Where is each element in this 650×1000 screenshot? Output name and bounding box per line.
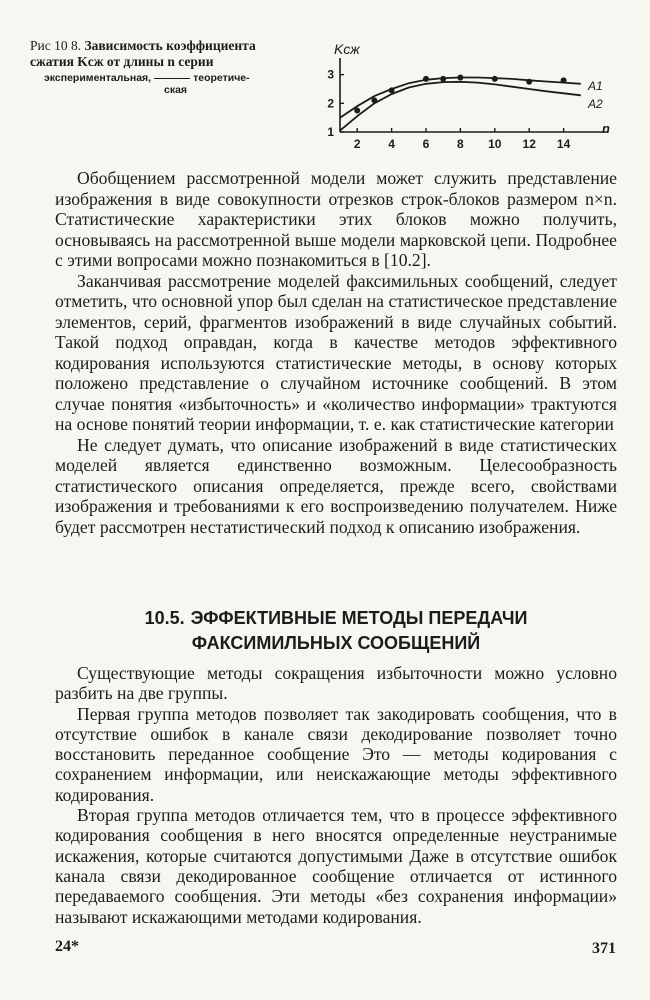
- paragraph: Не следует думать, что описание изображений в виде статистических моделей является единственно возможным. Целесообразность статистического описания определяется, прежде всего, свойствами изображения и требованиями к его воспроизведению получателем. Ниже будет рассмотрен нестатистический подход к описанию изображения.: [55, 434, 617, 537]
- x-axis-label: n: [602, 121, 610, 136]
- chart: [318, 36, 618, 164]
- curve-label-a1: A1: [588, 79, 603, 93]
- section-heading: [55, 606, 617, 656]
- data-point: [457, 74, 463, 80]
- data-point: [440, 76, 446, 82]
- section-title-line1: ЭФФЕКТИВНЫЕ МЕТОДЫ ПЕРЕДАЧИ: [190, 608, 528, 628]
- data-point: [423, 76, 429, 82]
- data-point: [389, 87, 395, 93]
- series-line-1: [340, 78, 581, 118]
- caption-prefix: Рис 10 8.: [30, 38, 82, 53]
- body-text-upper: [55, 168, 617, 537]
- curve-label-a2: A2: [588, 97, 603, 111]
- signature-mark: 24*: [55, 938, 79, 955]
- x-tick-label: 8: [457, 137, 464, 151]
- data-point: [492, 76, 498, 82]
- section-number: 10.5.: [144, 608, 185, 628]
- figure-legend: [30, 72, 302, 96]
- data-point: [526, 79, 532, 85]
- x-tick-label: 4: [388, 137, 395, 151]
- y-tick-label: 3: [327, 67, 334, 82]
- data-point: [561, 77, 567, 83]
- paragraph: Вторая группа методов отличается тем, что в процессе эффективного кодирования сообщения в него вносятся определенные неустранимые искажения, которые считаются допустимыми Даже в отсутствие ошибок канала связи декодированное сообщение отличается от истинного передаваемого сообщения. Эти методы «без сохранения информации» называют искажающими методами кодирования.: [55, 805, 617, 927]
- legend-theoretical: теоретиче-: [193, 72, 250, 84]
- caption-text: Зависимость коэффициента сжатия Kсж от длины n серии: [30, 38, 256, 69]
- x-tick-label: 14: [556, 137, 571, 151]
- page-number: 371: [592, 940, 616, 957]
- x-tick-label: 6: [422, 137, 430, 151]
- figure-caption: [30, 38, 302, 96]
- chart-axes: [340, 58, 608, 132]
- chart-svg: [318, 36, 618, 164]
- legend-solid-line: [154, 78, 190, 79]
- section-title-line2: ФАКСИМИЛЬНЫХ СООБЩЕНИЙ: [191, 633, 481, 653]
- paragraph: Первая группа методов позволяет так закодировать сообщения, что в отсутствие ошибок в канале связи декодирование позволяет точно восстановить переданное сообщение Это — методы кодирования с сохранением информации, или неискажающие методы эффективного кодирования.: [55, 703, 617, 805]
- paragraph: Заканчивая рассмотрение моделей факсимильных сообщений, следует отметить, что основной упор был сделан на статистическое представление элементов, серий, фрагментов изображений в виде случайных событий. Такой подход оправдан, когда в качестве методов эффективного кодирования используются статистические методы, в основу которых положено представление о случайном источнике сообщений. В этом случае понятия «избыточность» и «количество информации» трактуются на основе понятий теории информации, т. е. как статистические категории: [55, 270, 617, 434]
- chart-series: [340, 74, 581, 130]
- legend-theoretical-cont: ская: [164, 84, 188, 96]
- x-tick-label: 10: [488, 137, 502, 151]
- data-point: [371, 97, 377, 103]
- paragraph: Существующие методы сокращения избыточности можно условно разбить на две группы.: [55, 663, 617, 704]
- y-axis-label: Kсж: [334, 41, 360, 57]
- legend-experimental: экспериментальная,: [44, 72, 152, 84]
- paragraph: Обобщением рассмотренной модели может служить представление изображения в виде совокупности отрезков строк-блоков размером n×n. Статистические характеристики этих блоков можно получить, основываясь на рассмотренной выше модели марковской цепи. Подробнее с этими вопросами можно познакомиться в [10.2].: [55, 168, 617, 270]
- y-tick-label: 1: [327, 125, 334, 139]
- data-point: [354, 107, 360, 113]
- y-tick-label: 2: [327, 96, 334, 111]
- series-line-2: [340, 82, 581, 131]
- x-tick-label: 2: [353, 137, 361, 151]
- x-tick-label: 12: [522, 137, 536, 151]
- body-text-lower: [55, 663, 617, 927]
